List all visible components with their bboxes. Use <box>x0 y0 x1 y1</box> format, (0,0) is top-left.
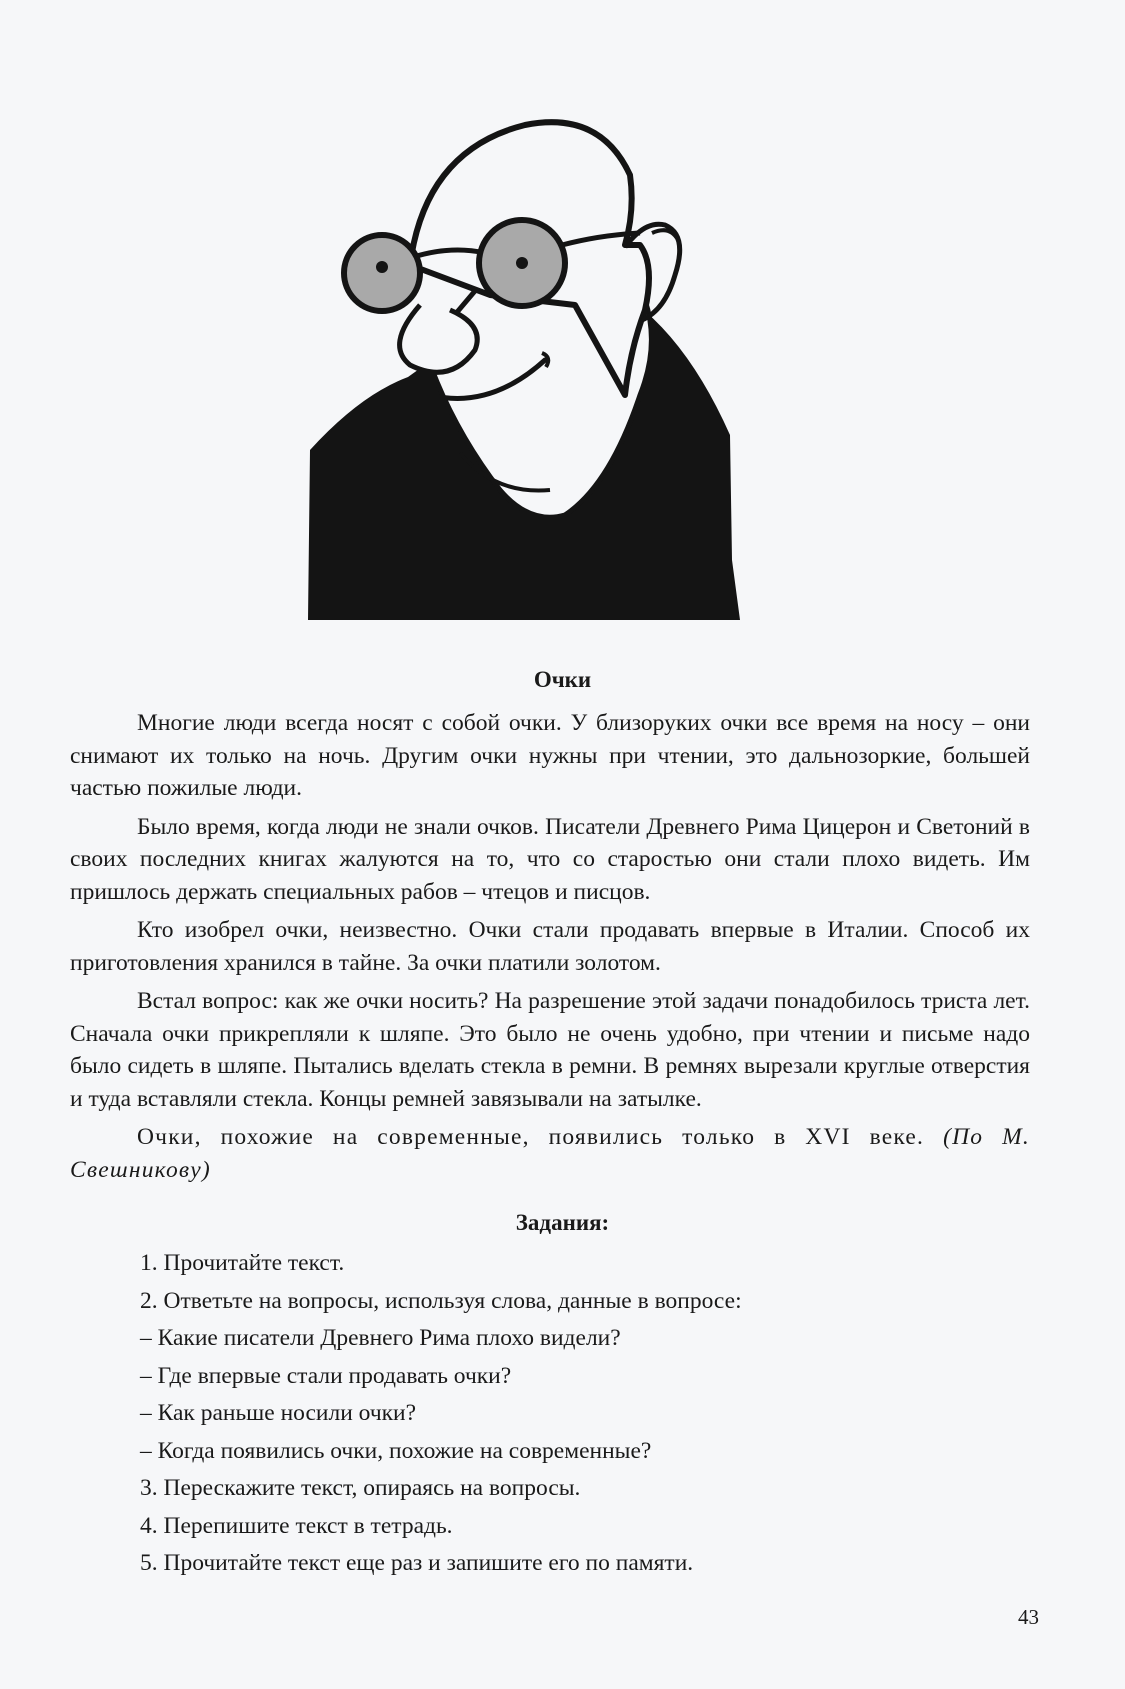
article-title: Очки <box>533 667 592 692</box>
question-item: – Какие писатели Древнего Рима плохо видели? <box>140 1325 621 1351</box>
task-item: 5. Прочитайте текст еще раз и запишите его по памяти. <box>140 1550 694 1576</box>
tasks-title: Задания: <box>515 1210 610 1235</box>
tasks-list <box>140 1245 1020 1583</box>
cartoon-man-with-glasses-illustration <box>300 95 800 625</box>
paragraph: Очки, похожие на современные, появились только в XVI веке. <box>137 1124 925 1150</box>
source-citation: (По М. Свешникову) <box>70 1124 1031 1183</box>
paragraph: Многие люди всегда носят с собой очки. У близоруких очки все время на носу – они снимают их только на ночь. Другим очки нужны при чтении, это дальнозоркие, большей частью пожилые люди. <box>70 710 1030 801</box>
question-item: – Когда появились очки, похожие на современные? <box>140 1437 652 1464</box>
paragraph: Кто изобрел очки, неизвестно. Очки стали продавать впервые в Италии. Способ их приготовления хранился в тайне. За очки платили золотом. <box>70 917 1030 976</box>
left-pupil <box>376 261 388 273</box>
paragraph-with-source <box>70 1121 1030 1186</box>
task-item: 3. Перескажите текст, опираясь на вопросы. <box>140 1475 581 1501</box>
article-body <box>70 707 1030 1192</box>
right-pupil <box>516 257 528 269</box>
paragraph: Встал вопрос: как же очки носить? На разрешение этой задачи понадобилось триста лет. Сначала очки прикрепляли к шляпе. Это было не очень удобно, при чтении и письме надо было сидеть в шляпе. Пытались вделать стекла в ремни. В ремнях вырезали круглые отверстия и туда вставляли стекла. Концы ремней завязывали на затылке. <box>70 988 1030 1112</box>
question-item: – Как раньше носили очки? <box>140 1400 417 1426</box>
paragraph: Было время, когда люди не знали очков. Писатели Древнего Рима Цицерон и Светоний в своих последних книгах жалуются на то, что со старостью они стали плохо видеть. Им пришлось держать специальных рабов – чтецов и писцов. <box>70 813 1030 905</box>
task-item: 4. Перепишите текст в тетрадь. <box>140 1512 453 1539</box>
page-number: 43 <box>1018 1605 1039 1629</box>
question-item: – Где впервые стали продавать очки? <box>140 1362 512 1389</box>
task-item: 1. Прочитайте текст. <box>140 1250 345 1276</box>
task-item: 2. Ответьте на вопросы, используя слова, данные в вопросе: <box>140 1287 742 1314</box>
